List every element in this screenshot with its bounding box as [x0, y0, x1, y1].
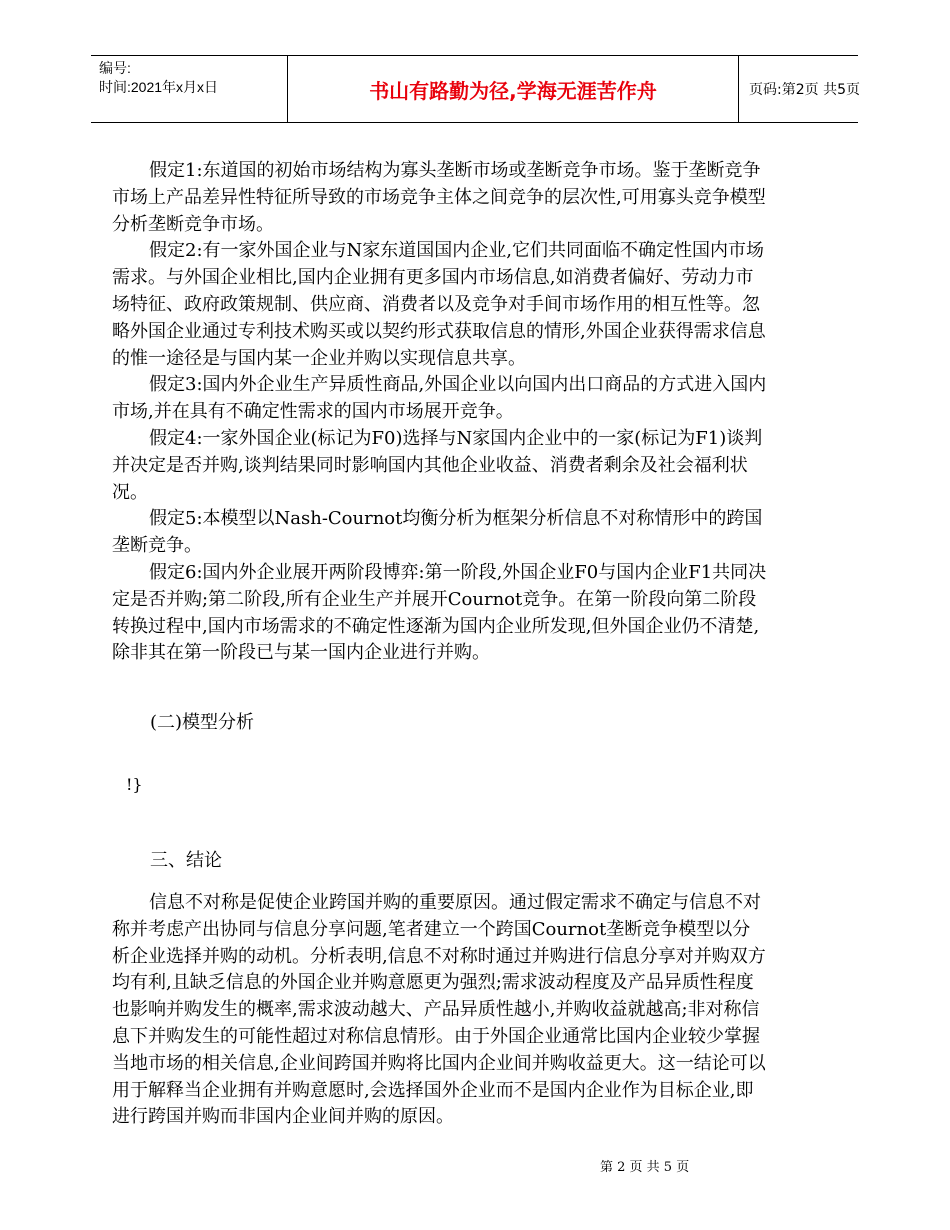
- section-heading-model: (二)模型分析: [150, 712, 255, 733]
- assumption-paragraph: 假定3:国内外企业生产异质性商品,外国企业以向国内出口商品的方式进入国内市场,并在具有不确定性需求的国内市场展开竞争。: [112, 374, 767, 423]
- assumption-paragraph: 假定2:有一家外国企业与N家东道国国内企业,它们共同面临不确定性国内市场需求。与外国企业相比,国内企业拥有更多国内市场信息,如消费者偏好、劳动力市场特征、政府政策规制、供应商、消费者以及竞争对手间市场作用的相互性等。忽略外国企业通过专利技术购买或以契约形式获取信息的情形,外国企业获得需求信息的惟一途径是与国内某一企业并购以实现信息共享。: [112, 240, 766, 369]
- header-meta: [91, 56, 287, 122]
- assumption-paragraph: 假定6:国内外企业展开两阶段博弈:第一阶段,外国企业F0与国内企业F1共同决定是否并购;第二阶段,所有企业生产并展开Cournot竞争。在第一阶段向第二阶段转换过程中,国内市场需求的不确定性逐渐为国内企业所发现,但外国企业仍不清楚,除非其在第一阶段已与某一国内企业进行并购。: [112, 561, 767, 664]
- header-motto: 书山有路勤为径,学海无涯苦作舟: [287, 56, 739, 122]
- placeholder-mark: !}: [126, 775, 143, 794]
- conclusion-block: [112, 890, 768, 1131]
- assumption-paragraph: 假定4:一家外国企业(标记为F0)选择与N家国内企业中的一家(标记为F1)谈判并决定是否并购,谈判结果同时影响国内其他企业收益、消费者剩余及社会福利状况。: [112, 427, 763, 503]
- conclusion-paragraph: 信息不对称是促使企业跨国并购的重要原因。通过假定需求不确定与信息不对称并考虑产出协同与信息分享问题,笔者建立一个跨国Cournot垄断竞争模型以分析企业选择并购的动机。分析表明,信息不对称时通过并购进行信息分享对并购双方均有利,且缺乏信息的外国企业并购意愿更为强烈;需求波动程度及产品异质性程度也影响并购发生的概率,需求波动越大、产品异质性越小,并购收益就越高;非对称信息下并购发生的可能性超过对称信息情形。由于外国企业通常比国内企业较少掌握当地市场的相关信息,企业间跨国并购将比国内企业间并购收益更大。这一结论可以用于解释当企业拥有并购意愿时,会选择国外企业而不是国内企业作为目标企业,即进行跨国并购而非国内企业间并购的原因。: [112, 892, 766, 1128]
- header-page-label: 页码:第2页 共5页: [749, 82, 860, 98]
- assumption-paragraph: 假定5:本模型以Nash-Cournot均衡分析为框架分析信息不对称情形中的跨国垄断竞争。: [112, 508, 763, 557]
- assumption-paragraph: 假定1:东道国的初始市场结构为寡头垄断市场或垄断竞争市场。鉴于垄断竞争市场上产品差异性特征所导致的市场竞争主体之间竞争的层次性,可用寡头竞争模型分析垄断竞争市场。: [112, 160, 766, 235]
- page-header: [91, 55, 858, 123]
- section-heading-conclusion: 三、结论: [150, 850, 222, 871]
- page-footer: 第 2 页 共 5 页: [600, 1160, 690, 1175]
- id-label: 编号:: [99, 60, 131, 76]
- time-label: 时间:2021年x月x日: [99, 79, 219, 95]
- assumptions-block: [112, 158, 768, 667]
